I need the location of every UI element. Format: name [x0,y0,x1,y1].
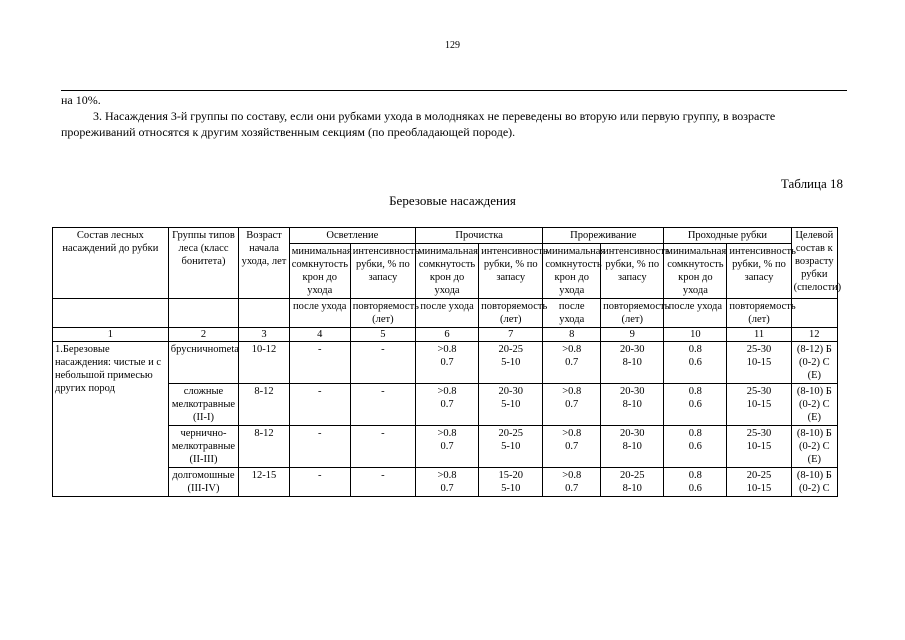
value-before: 0.8 [688,470,702,481]
value-repeat: 8-10 [622,483,642,494]
column-number: 4 [289,328,350,342]
value-intensity: 20-30 [619,386,645,397]
value-after: 0.7 [440,357,454,368]
table-title: Березовые насаждения [389,193,516,208]
column-number: 9 [601,328,664,342]
lightening-intensity-cell: - [350,342,415,384]
value-before: >0.8 [437,470,457,481]
paragraph-group3 [61,108,847,140]
passing-intensity-cell [727,384,791,426]
passing-intensity-cell [727,468,791,497]
value-after: 0.6 [688,399,702,410]
value-before: >0.8 [562,428,582,439]
thinning-density-cell [543,384,601,426]
paragraph-group3-text: 3. Насаждения 3-й группы по составу, если они рубками ухода в молодняках не переведены во вторую или первую группу, в возрасте прореживаний относятся к другим хозяйственным секциям (по преобладающей породе). [61,109,776,139]
value-after: 0.7 [565,483,579,494]
table-row [53,342,838,384]
value-after: 0.6 [688,483,702,494]
lightening-intensity-cell: - [350,426,415,468]
header-target-composition: Целевой состав к возрасту рубки (спелости) [791,228,837,299]
header-forest-groups: Группы типов леса (класс бонитета) [168,228,239,299]
lightening-intensity-cell: - [350,384,415,426]
thinning-density-cell [543,426,601,468]
header-after-care: после ухода [289,299,350,328]
value-before: >0.8 [437,428,457,439]
target-composition-cell: (8-10) Б (0-2) С [791,468,837,497]
value-after: 0.7 [440,441,454,452]
header-repeat: повторяемость (лет) [601,299,664,328]
value-repeat: 10-15 [746,483,772,494]
value-after: 0.7 [565,441,579,452]
value-after: 0.6 [688,357,702,368]
header-min-density: минимальная сомкнутость крон до ухода [415,244,478,299]
header-row-1 [53,228,838,244]
value-before: >0.8 [562,344,582,355]
header-intensity: интенсивность рубки, % по запасу [479,244,543,299]
forest-group-cell: долгомошные (III-IV) [168,468,239,497]
column-number: 3 [239,328,290,342]
passing-intensity-cell [727,426,791,468]
column-number: 11 [727,328,791,342]
column-number: 12 [791,328,837,342]
thinning-density-cell [543,342,601,384]
column-numbers-row [53,328,838,342]
cleaning-density-cell [415,342,478,384]
value-intensity: 20-25 [498,428,523,439]
start-age-cell: 8-12 [239,384,290,426]
header-empty [791,299,837,328]
value-repeat: 10-15 [746,399,772,410]
lightening-intensity-cell: - [350,468,415,497]
composition-cell: 1.Березовые насаждения: чистые и с небольшой примесью других пород [53,342,169,497]
thinning-intensity-cell [601,426,664,468]
header-empty [168,299,239,328]
header-lightening: Осветление [289,228,415,244]
lightening-density-cell: - [289,384,350,426]
start-age-cell: 8-12 [239,426,290,468]
value-before: >0.8 [437,386,457,397]
column-number: 5 [350,328,415,342]
value-intensity: 20-30 [498,386,523,397]
cleaning-intensity-cell [479,342,543,384]
passing-density-cell [664,342,727,384]
value-repeat: 8-10 [622,399,642,410]
value-intensity: 20-30 [619,344,645,355]
forest-group-cell: брусничноmeta [168,342,239,384]
value-intensity: 25-30 [746,386,772,397]
value-after: 0.7 [440,399,454,410]
target-composition-cell: (8-10) Б (0-2) С (Е) [791,426,837,468]
value-repeat: 5-10 [501,441,521,452]
column-number: 6 [415,328,478,342]
value-after: 0.7 [565,357,579,368]
passing-intensity-cell [727,342,791,384]
header-divider [61,90,847,91]
value-before: 0.8 [688,386,702,397]
cleaning-density-cell [415,468,478,497]
forest-group-cell: чернично-мелкотравные (II-III) [168,426,239,468]
table-label: Таблица 18 [780,176,843,191]
header-intensity: интенсивность рубки, % по запасу [601,244,664,299]
header-empty [239,299,290,328]
header-start-age: Возраст начала ухода, лет [239,228,290,299]
column-number: 8 [543,328,601,342]
header-min-density: минимальная сомкнутость крон до ухода [664,244,727,299]
value-intensity: 25-30 [746,428,772,439]
header-thinning: Прореживание [543,228,664,244]
page-number: 129 [445,40,460,51]
value-repeat: 5-10 [501,357,521,368]
header-repeat: повторяемость (лет) [727,299,791,328]
value-after: 0.6 [688,441,702,452]
value-intensity: 20-25 [619,470,645,481]
value-before: 0.8 [688,344,702,355]
column-number: 10 [664,328,727,342]
header-composition: Состав лесных насаждений до рубки [53,228,169,299]
table-row [53,468,838,497]
lightening-density-cell: - [289,468,350,497]
header-intensity: интенсивность рубки, % по запасу [350,244,415,299]
cleaning-density-cell [415,426,478,468]
lightening-density-cell: - [289,342,350,384]
value-intensity: 20-30 [619,428,645,439]
column-number: 1 [53,328,169,342]
column-number: 2 [168,328,239,342]
value-intensity: 20-25 [498,344,523,355]
start-age-cell: 12-15 [239,468,290,497]
cleaning-density-cell [415,384,478,426]
value-before: >0.8 [562,386,582,397]
header-min-density: минимальная сомкнутость крон до ухода [289,244,350,299]
target-composition-cell: (8-10) Б (0-2) С (Е) [791,384,837,426]
passing-density-cell [664,426,727,468]
header-after-care: после ухода [415,299,478,328]
value-after: 0.7 [440,483,454,494]
value-repeat: 8-10 [622,441,642,452]
thinning-intensity-cell [601,342,664,384]
value-before: >0.8 [437,344,457,355]
value-repeat: 10-15 [746,357,772,368]
value-repeat: 8-10 [622,357,642,368]
header-intensity: интенсивность рубки, % по запасу [727,244,791,299]
cleaning-intensity-cell [479,384,543,426]
forest-group-cell: сложные мелкотравные (II-I) [168,384,239,426]
table-row [53,426,838,468]
header-after-care: после ухода [664,299,727,328]
thinning-intensity-cell [601,468,664,497]
target-composition-cell: (8-12) Б (0-2) С (Е) [791,342,837,384]
value-intensity: 25-30 [746,344,772,355]
passing-density-cell [664,468,727,497]
value-before: >0.8 [562,470,582,481]
thinning-density-cell [543,468,601,497]
value-after: 0.7 [565,399,579,410]
start-age-cell: 10-12 [239,342,290,384]
birch-stands-table [52,227,842,497]
value-before: 0.8 [688,428,702,439]
header-repeat: повторяемость (лет) [350,299,415,328]
paragraph-continuation: на 10%. [61,93,101,107]
header-after-care: после ухода [543,299,601,328]
passing-density-cell [664,384,727,426]
lightening-density-cell: - [289,426,350,468]
header-row-3 [53,299,838,328]
value-repeat: 10-15 [746,441,772,452]
header-passing-cuts: Проходные рубки [664,228,791,244]
value-intensity: 15-20 [498,470,523,481]
header-empty [53,299,169,328]
header-min-density: минимальная сомкнутость крон до ухода [543,244,601,299]
cleaning-intensity-cell [479,426,543,468]
table-row [53,384,838,426]
column-number: 7 [479,328,543,342]
thinning-intensity-cell [601,384,664,426]
header-repeat: повторяемость (лет) [479,299,543,328]
value-repeat: 5-10 [501,483,521,494]
header-cleaning: Прочистка [415,228,542,244]
value-intensity: 20-25 [746,470,772,481]
value-repeat: 5-10 [501,399,521,410]
cleaning-intensity-cell [479,468,543,497]
